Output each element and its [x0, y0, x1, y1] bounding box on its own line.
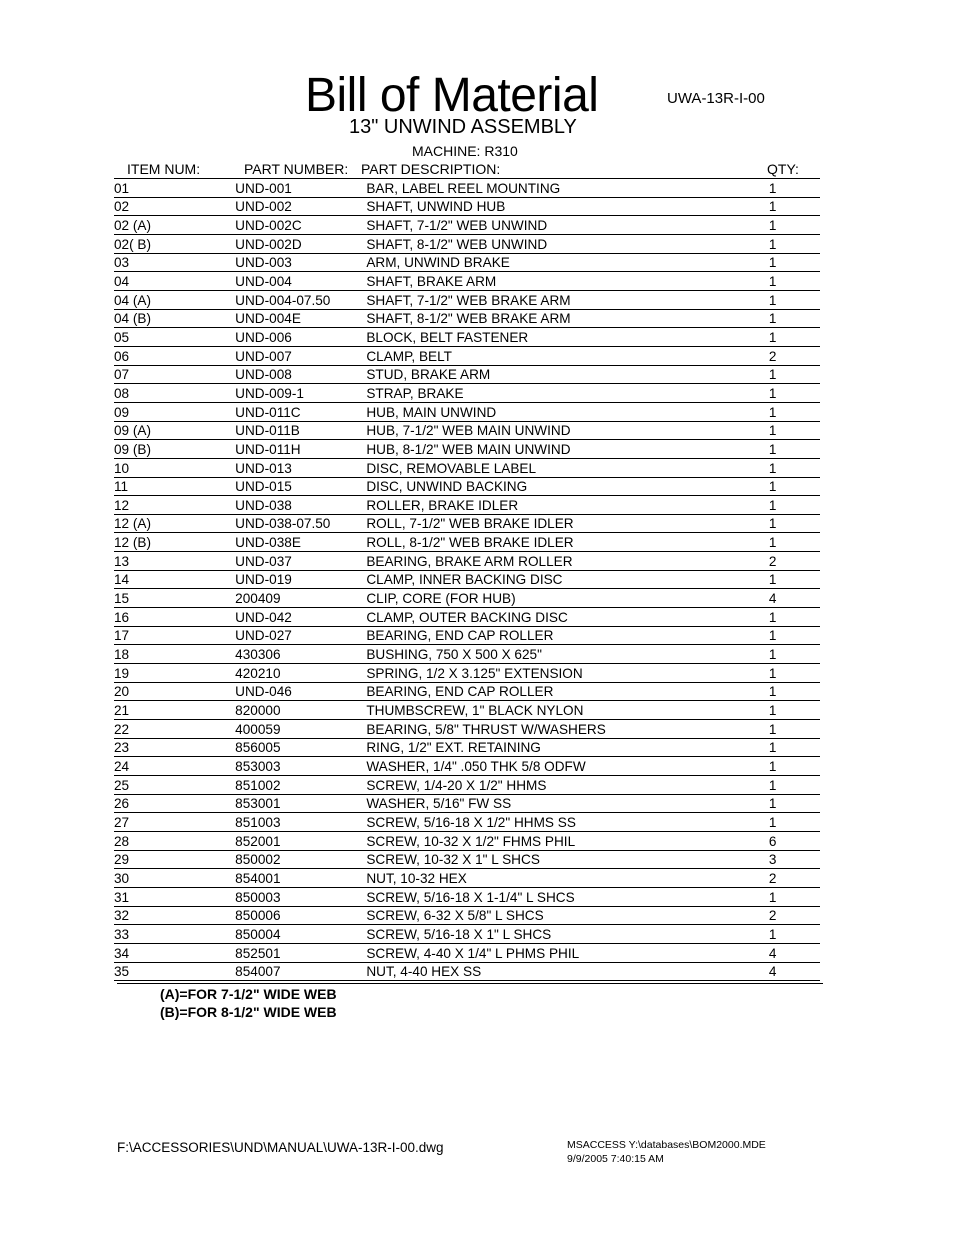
- column-header-item: ITEM NUM:: [127, 161, 201, 177]
- cell-part-description: BUSHING, 750 X 500 X 625": [366, 645, 769, 664]
- cell-part-number: UND-006: [235, 328, 366, 347]
- cell-part-number: UND-038E: [235, 533, 366, 552]
- cell-qty: 1: [769, 682, 820, 701]
- cell-item-num: 21: [114, 701, 235, 720]
- cell-part-number: UND-038-07.50: [235, 514, 366, 533]
- bom-table-body: [114, 179, 820, 981]
- cell-part-description: SCREW, 10-32 X 1/2" FHMS PHIL: [366, 831, 769, 850]
- cell-part-number: UND-019: [235, 570, 366, 589]
- cell-part-number: UND-002D: [235, 234, 366, 253]
- cell-qty: 1: [769, 179, 820, 197]
- cell-part-description: SHAFT, 7-1/2" WEB UNWIND: [366, 216, 769, 235]
- cell-qty: 1: [769, 794, 820, 813]
- table-row: [114, 216, 820, 235]
- cell-part-number: UND-037: [235, 552, 366, 571]
- cell-part-description: ROLL, 8-1/2" WEB BRAKE IDLER: [366, 533, 769, 552]
- cell-item-num: 02: [114, 197, 235, 216]
- cell-item-num: 33: [114, 925, 235, 944]
- source-info: [567, 1138, 766, 1166]
- cell-part-number: 420210: [235, 664, 366, 683]
- cell-item-num: 24: [114, 757, 235, 776]
- cell-part-number: 820000: [235, 701, 366, 720]
- cell-part-description: SPRING, 1/2 X 3.125" EXTENSION: [366, 664, 769, 683]
- cell-qty: 1: [769, 421, 820, 440]
- cell-qty: 1: [769, 720, 820, 739]
- cell-part-number: 430306: [235, 645, 366, 664]
- table-row: [114, 720, 820, 739]
- table-row: [114, 272, 820, 291]
- cell-qty: 1: [769, 738, 820, 757]
- cell-qty: 1: [769, 253, 820, 272]
- cell-qty: 1: [769, 477, 820, 496]
- cell-qty: 6: [769, 831, 820, 850]
- table-row: [114, 552, 820, 571]
- cell-item-num: 26: [114, 794, 235, 813]
- table-row: [114, 384, 820, 403]
- cell-part-description: BEARING, END CAP ROLLER: [366, 626, 769, 645]
- cell-part-description: RING, 1/2" EXT. RETAINING: [366, 738, 769, 757]
- table-row: [114, 533, 820, 552]
- cell-item-num: 11: [114, 477, 235, 496]
- cell-part-description: SCREW, 6-32 X 5/8" L SHCS: [366, 906, 769, 925]
- table-row: [114, 179, 820, 197]
- cell-part-number: UND-003: [235, 253, 366, 272]
- cell-item-num: 14: [114, 570, 235, 589]
- cell-item-num: 12 (A): [114, 514, 235, 533]
- table-row: [114, 365, 820, 384]
- cell-item-num: 04 (A): [114, 290, 235, 309]
- cell-qty: 1: [769, 925, 820, 944]
- table-row: [114, 738, 820, 757]
- cell-part-description: SCREW, 5/16-18 X 1/2" HHMS SS: [366, 813, 769, 832]
- cell-part-number: UND-013: [235, 458, 366, 477]
- cell-part-description: CLAMP, OUTER BACKING DISC: [366, 608, 769, 627]
- cell-qty: 1: [769, 272, 820, 291]
- cell-qty: 2: [769, 906, 820, 925]
- cell-item-num: 25: [114, 776, 235, 795]
- table-row: [114, 477, 820, 496]
- cell-qty: 1: [769, 701, 820, 720]
- cell-item-num: 09 (B): [114, 440, 235, 459]
- cell-part-description: BEARING, 5/8" THRUST W/WASHERS: [366, 720, 769, 739]
- cell-part-number: 853001: [235, 794, 366, 813]
- table-row: [114, 794, 820, 813]
- cell-item-num: 07: [114, 365, 235, 384]
- cell-item-num: 35: [114, 962, 235, 981]
- cell-part-description: NUT, 4-40 HEX SS: [366, 962, 769, 981]
- table-row: [114, 421, 820, 440]
- table-row: [114, 234, 820, 253]
- table-row: [114, 626, 820, 645]
- cell-part-description: SCREW, 10-32 X 1" L SHCS: [366, 850, 769, 869]
- cell-qty: 1: [769, 234, 820, 253]
- cell-part-number: 851003: [235, 813, 366, 832]
- column-header-qty: QTY:: [767, 161, 799, 177]
- cell-qty: 1: [769, 514, 820, 533]
- table-row: [114, 887, 820, 906]
- cell-part-number: 850002: [235, 850, 366, 869]
- cell-qty: 1: [769, 197, 820, 216]
- cell-item-num: 18: [114, 645, 235, 664]
- cell-qty: 1: [769, 290, 820, 309]
- cell-part-description: STUD, BRAKE ARM: [366, 365, 769, 384]
- cell-part-number: UND-007: [235, 346, 366, 365]
- cell-qty: 1: [769, 365, 820, 384]
- cell-item-num: 28: [114, 831, 235, 850]
- cell-part-description: ROLLER, BRAKE IDLER: [366, 496, 769, 515]
- cell-item-num: 09: [114, 402, 235, 421]
- cell-qty: 1: [769, 887, 820, 906]
- cell-qty: 1: [769, 402, 820, 421]
- table-row: [114, 943, 820, 962]
- cell-qty: 2: [769, 552, 820, 571]
- table-row: [114, 608, 820, 627]
- cell-item-num: 27: [114, 813, 235, 832]
- cell-qty: 1: [769, 776, 820, 795]
- cell-part-number: 400059: [235, 720, 366, 739]
- table-row: [114, 850, 820, 869]
- cell-part-number: 853003: [235, 757, 366, 776]
- cell-part-description: DISC, REMOVABLE LABEL: [366, 458, 769, 477]
- cell-part-description: CLAMP, BELT: [366, 346, 769, 365]
- cell-qty: 1: [769, 608, 820, 627]
- cell-item-num: 02 (A): [114, 216, 235, 235]
- table-row: [114, 514, 820, 533]
- cell-qty: 1: [769, 328, 820, 347]
- source-database: MSACCESS Y:\databases\BOM2000.MDE: [567, 1139, 766, 1151]
- cell-item-num: 19: [114, 664, 235, 683]
- cell-part-number: 850004: [235, 925, 366, 944]
- bom-table: [114, 179, 820, 981]
- cell-item-num: 17: [114, 626, 235, 645]
- cell-item-num: 06: [114, 346, 235, 365]
- table-row: [114, 776, 820, 795]
- cell-part-number: UND-011H: [235, 440, 366, 459]
- table-row: [114, 458, 820, 477]
- cell-part-description: ROLL, 7-1/2" WEB BRAKE IDLER: [366, 514, 769, 533]
- cell-part-number: UND-011C: [235, 402, 366, 421]
- page-title: Bill of Material: [305, 69, 599, 122]
- cell-qty: 1: [769, 626, 820, 645]
- cell-part-number: UND-002: [235, 197, 366, 216]
- cell-part-description: HUB, MAIN UNWIND: [366, 402, 769, 421]
- cell-qty: 1: [769, 664, 820, 683]
- cell-part-number: UND-011B: [235, 421, 366, 440]
- cell-qty: 1: [769, 458, 820, 477]
- table-row: [114, 440, 820, 459]
- cell-part-number: UND-009-1: [235, 384, 366, 403]
- cell-item-num: 02( B): [114, 234, 235, 253]
- cell-part-number: 856005: [235, 738, 366, 757]
- cell-item-num: 29: [114, 850, 235, 869]
- cell-qty: 1: [769, 309, 820, 328]
- cell-part-description: THUMBSCREW, 1" BLACK NYLON: [366, 701, 769, 720]
- cell-part-description: NUT, 10-32 HEX: [366, 869, 769, 888]
- cell-part-description: SHAFT, 8-1/2" WEB UNWIND: [366, 234, 769, 253]
- cell-item-num: 08: [114, 384, 235, 403]
- cell-part-description: SHAFT, 8-1/2" WEB BRAKE ARM: [366, 309, 769, 328]
- table-row: [114, 813, 820, 832]
- cell-qty: 4: [769, 962, 820, 981]
- cell-qty: 3: [769, 850, 820, 869]
- table-row: [114, 682, 820, 701]
- table-row: [114, 962, 820, 981]
- cell-part-description: SHAFT, BRAKE ARM: [366, 272, 769, 291]
- cell-item-num: 32: [114, 906, 235, 925]
- cell-part-description: HUB, 7-1/2" WEB MAIN UNWIND: [366, 421, 769, 440]
- cell-part-description: ARM, UNWIND BRAKE: [366, 253, 769, 272]
- cell-part-description: SCREW, 4-40 X 1/4" L PHMS PHIL: [366, 943, 769, 962]
- table-row: [114, 253, 820, 272]
- cell-part-number: 854007: [235, 962, 366, 981]
- cell-item-num: 23: [114, 738, 235, 757]
- cell-part-number: 851002: [235, 776, 366, 795]
- cell-part-description: SCREW, 5/16-18 X 1-1/4" L SHCS: [366, 887, 769, 906]
- cell-part-number: UND-008: [235, 365, 366, 384]
- cell-part-number: UND-042: [235, 608, 366, 627]
- cell-part-description: BEARING, END CAP ROLLER: [366, 682, 769, 701]
- cell-part-number: 850006: [235, 906, 366, 925]
- cell-part-number: UND-015: [235, 477, 366, 496]
- cell-item-num: 03: [114, 253, 235, 272]
- cell-part-description: SCREW, 5/16-18 X 1" L SHCS: [366, 925, 769, 944]
- cell-item-num: 01: [114, 179, 235, 197]
- cell-item-num: 30: [114, 869, 235, 888]
- table-row: [114, 664, 820, 683]
- table-row: [114, 290, 820, 309]
- cell-part-description: WASHER, 1/4" .050 THK 5/8 ODFW: [366, 757, 769, 776]
- cell-part-number: UND-002C: [235, 216, 366, 235]
- cell-part-description: SHAFT, UNWIND HUB: [366, 197, 769, 216]
- cell-qty: 1: [769, 570, 820, 589]
- table-row: [114, 869, 820, 888]
- print-timestamp: 9/9/2005 7:40:15 AM: [567, 1153, 664, 1165]
- cell-item-num: 04: [114, 272, 235, 291]
- table-row: [114, 701, 820, 720]
- cell-part-description: SCREW, 1/4-20 X 1/2" HHMS: [366, 776, 769, 795]
- file-path: F:\ACCESSORIES\UND\MANUAL\UWA-13R-I-00.dwg: [117, 1140, 444, 1155]
- cell-item-num: 34: [114, 943, 235, 962]
- table-row: [114, 328, 820, 347]
- cell-part-number: 850003: [235, 887, 366, 906]
- cell-qty: 1: [769, 440, 820, 459]
- table-row: [114, 496, 820, 515]
- machine-label: MACHINE: R310: [412, 143, 518, 159]
- cell-item-num: 16: [114, 608, 235, 627]
- cell-item-num: 10: [114, 458, 235, 477]
- cell-qty: 2: [769, 346, 820, 365]
- cell-part-description: BAR, LABEL REEL MOUNTING: [366, 179, 769, 197]
- cell-item-num: 13: [114, 552, 235, 571]
- table-row: [114, 589, 820, 608]
- cell-part-number: 854001: [235, 869, 366, 888]
- table-row: [114, 309, 820, 328]
- cell-part-number: UND-004: [235, 272, 366, 291]
- cell-qty: 4: [769, 589, 820, 608]
- cell-part-description: BLOCK, BELT FASTENER: [366, 328, 769, 347]
- cell-item-num: 09 (A): [114, 421, 235, 440]
- cell-part-number: UND-004E: [235, 309, 366, 328]
- table-footer-divider: [117, 983, 823, 984]
- cell-part-description: CLIP, CORE (FOR HUB): [366, 589, 769, 608]
- document-id: UWA-13R-I-00: [667, 90, 765, 107]
- cell-qty: 1: [769, 813, 820, 832]
- table-row: [114, 906, 820, 925]
- table-row: [114, 570, 820, 589]
- cell-item-num: 31: [114, 887, 235, 906]
- cell-part-description: CLAMP, INNER BACKING DISC: [366, 570, 769, 589]
- cell-part-description: SHAFT, 7-1/2" WEB BRAKE ARM: [366, 290, 769, 309]
- cell-part-description: BEARING, BRAKE ARM ROLLER: [366, 552, 769, 571]
- cell-part-number: 852001: [235, 831, 366, 850]
- cell-item-num: 22: [114, 720, 235, 739]
- cell-part-number: UND-027: [235, 626, 366, 645]
- cell-part-number: UND-038: [235, 496, 366, 515]
- cell-part-description: HUB, 8-1/2" WEB MAIN UNWIND: [366, 440, 769, 459]
- cell-item-num: 05: [114, 328, 235, 347]
- note-a: (A)=FOR 7-1/2" WIDE WEB: [160, 986, 337, 1002]
- cell-part-number: 200409: [235, 589, 366, 608]
- assembly-subtitle: 13" UNWIND ASSEMBLY: [349, 116, 577, 138]
- table-row: [114, 831, 820, 850]
- column-header-description: PART DESCRIPTION:: [361, 161, 501, 177]
- cell-qty: 1: [769, 645, 820, 664]
- cell-item-num: 15: [114, 589, 235, 608]
- cell-item-num: 12 (B): [114, 533, 235, 552]
- table-row: [114, 197, 820, 216]
- cell-item-num: 04 (B): [114, 309, 235, 328]
- cell-qty: 2: [769, 869, 820, 888]
- cell-qty: 1: [769, 496, 820, 515]
- cell-item-num: 20: [114, 682, 235, 701]
- cell-part-number: UND-001: [235, 179, 366, 197]
- table-row: [114, 925, 820, 944]
- table-row: [114, 402, 820, 421]
- cell-part-number: 852501: [235, 943, 366, 962]
- cell-part-number: UND-004-07.50: [235, 290, 366, 309]
- cell-part-description: STRAP, BRAKE: [366, 384, 769, 403]
- cell-item-num: 12: [114, 496, 235, 515]
- cell-qty: 1: [769, 384, 820, 403]
- cell-qty: 1: [769, 757, 820, 776]
- cell-part-description: DISC, UNWIND BACKING: [366, 477, 769, 496]
- note-b: (B)=FOR 8-1/2" WIDE WEB: [160, 1004, 337, 1020]
- cell-qty: 4: [769, 943, 820, 962]
- table-row: [114, 346, 820, 365]
- column-header-part: PART NUMBER:: [244, 161, 349, 177]
- cell-qty: 1: [769, 216, 820, 235]
- cell-part-number: UND-046: [235, 682, 366, 701]
- cell-part-description: WASHER, 5/16" FW SS: [366, 794, 769, 813]
- cell-qty: 1: [769, 533, 820, 552]
- table-row: [114, 645, 820, 664]
- table-row: [114, 757, 820, 776]
